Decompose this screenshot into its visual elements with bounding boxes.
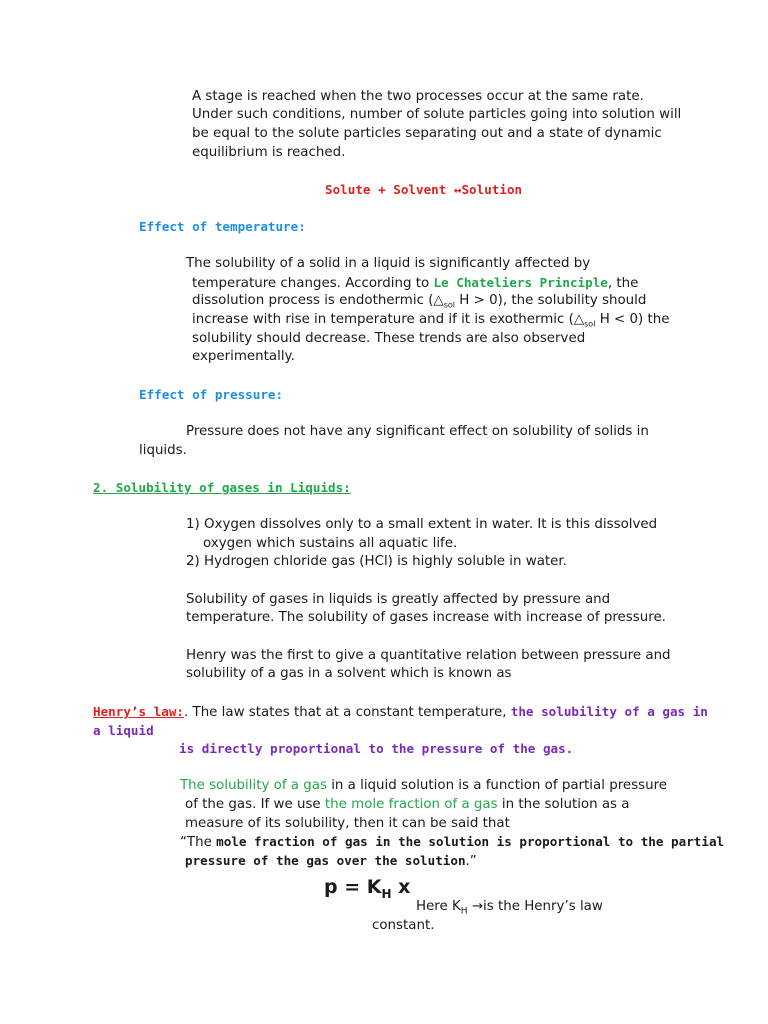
para1-line1: A stage is reached when the two processes occur at the same rate. bbox=[192, 89, 644, 104]
pressure-line1: Pressure does not have any significant effect on solubility of solids in bbox=[186, 424, 649, 439]
heading-effect-of-pressure: Effect of pressure: bbox=[139, 387, 284, 402]
para1-line2: Under such conditions, number of solute particles going into solution will bbox=[192, 107, 682, 122]
henry-law-line3: is directly proportional to the pressure of the gas. bbox=[179, 741, 574, 756]
temp-line4: increase with rise in temperature and if it is exothermic ($\triangle_{sol}$ H < 0) the bbox=[192, 312, 670, 329]
mole-quote-line2: pressure of the gas over the solution.” bbox=[185, 853, 477, 869]
temp-line3: dissolution process is endothermic ($\triangle_{sol}$ H > 0), the solubility should bbox=[192, 293, 647, 310]
equilibrium-equation: Solute + Solvent ↔Solution bbox=[325, 182, 523, 197]
henry-law-line1: Henry’s law:. The law states that at a constant temperature, the solubility of a gas in bbox=[93, 704, 708, 720]
gases-para-line2: temperature. The solubility of gases increase with increase of pressure. bbox=[186, 610, 666, 625]
mole-line1: The solubility of a gas in a liquid solution is a function of partial pressure bbox=[180, 778, 668, 793]
henry-intro-line2: solubility of a gas in a solvent which is known as bbox=[186, 666, 512, 681]
temp-line2: temperature changes. According to Le Chateliers Principle, the bbox=[192, 275, 639, 291]
para1-line3: be equal to the solute particles separating out and a state of dynamic bbox=[192, 126, 662, 141]
mole-line2: of the gas. If we use the mole fraction of a gas in the solution as a bbox=[185, 797, 630, 812]
henry-law-line2: a liquid bbox=[93, 723, 154, 738]
henry-constant-note-line1: Here $K_H \to is$ the Henry’s law bbox=[416, 899, 603, 917]
gases-item2: 2) Hydrogen chloride gas (HCl) is highly soluble in water. bbox=[186, 554, 567, 569]
para1-line4: equilibrium is reached. bbox=[192, 145, 346, 160]
gases-item1: 1) Oxygen dissolves only to a small extent in water. It is this dissolved bbox=[186, 517, 658, 532]
gases-para-line1: Solubility of gases in liquids is greatly affected by pressure and bbox=[186, 592, 611, 607]
heading-solubility-of-gases: 2. Solubility of gases in Liquids: bbox=[93, 480, 351, 495]
henry-law-label: Henry’s law: bbox=[93, 704, 184, 719]
pressure-line2: liquids. bbox=[139, 443, 187, 458]
heading-effect-of-temperature: Effect of temperature: bbox=[139, 219, 306, 234]
temp-line6: experimentally. bbox=[192, 349, 295, 364]
temp-line5: solubility should decrease. These trends are also observed bbox=[192, 331, 586, 346]
le-chatelier-highlight: Le Chateliers Principle bbox=[433, 275, 608, 290]
temp-line1: The solubility of a solid in a liquid is significantly affected by bbox=[186, 256, 591, 271]
mole-line3: measure of its solubility, then it can be said that bbox=[185, 816, 510, 831]
mole-quote-line1: “The mole fraction of gas in the solution is proportional to the partial bbox=[180, 834, 725, 850]
henry-intro-line1: Henry was the first to give a quantitative relation between pressure and bbox=[186, 648, 671, 663]
gases-item1-cont: oxygen which sustains all aquatic life. bbox=[203, 536, 458, 551]
henry-constant-note-line2: constant. bbox=[372, 918, 435, 933]
henry-formula: $p = K_H$ x bbox=[324, 876, 411, 901]
